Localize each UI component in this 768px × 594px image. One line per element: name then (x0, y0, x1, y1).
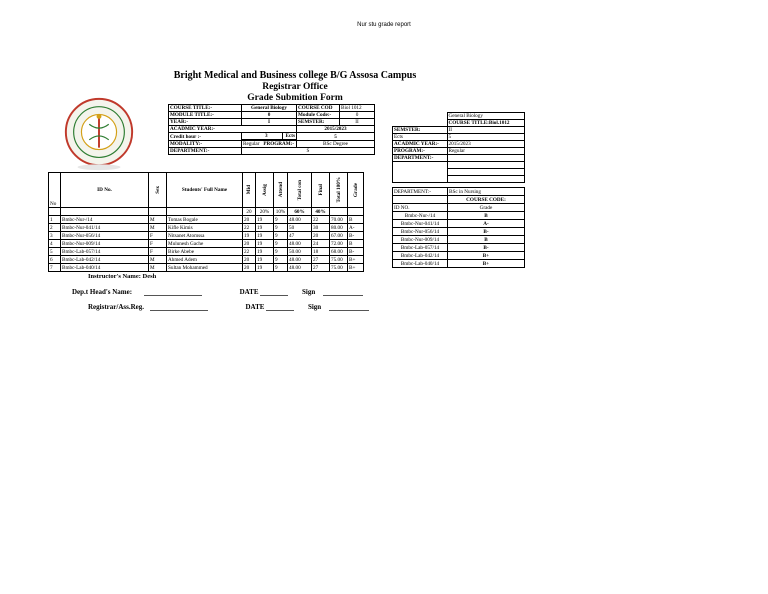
credit-hour-value: 3 (265, 133, 268, 139)
cell-no: 7 (49, 264, 61, 272)
registrar-sign-line[interactable] (329, 304, 369, 311)
cell-mid: 20 (243, 256, 256, 264)
side-dept-blank-2 (447, 162, 524, 169)
side-info-table (392, 112, 525, 183)
semester-label: SEMSTER: (297, 119, 340, 126)
side-department-label: DEPARTMENT:- (393, 155, 448, 162)
side-id: Bmbc-Nur-/14 (393, 212, 448, 220)
cell-mid: 20 (243, 264, 256, 272)
table-row (49, 240, 364, 248)
side-dept-blank-4 (447, 176, 524, 183)
cell-total: 67.00 (330, 232, 348, 240)
college-seal-logo (60, 95, 138, 173)
header-total-con (288, 173, 312, 208)
cell-total: 68.00 (330, 248, 348, 256)
header-id: ID No. (61, 173, 149, 208)
year-value: I (242, 119, 297, 126)
academic-year-label: ACADMIC YEAR:- (169, 126, 297, 133)
header-no (49, 173, 61, 208)
cell-name: Tomas Bogale (167, 216, 243, 224)
instructor-name: Instructor's Name: Desh (88, 273, 157, 280)
header-mid (243, 173, 256, 208)
cell-total-con: 50 (288, 224, 312, 232)
cell-name: Kifle Kimis (167, 224, 243, 232)
cell-total: 75.00 (330, 256, 348, 264)
cell-id: Bmbc-Nur-041/14 (61, 224, 149, 232)
cell-final: 22 (312, 216, 330, 224)
cell-final: 18 (312, 248, 330, 256)
dept-head-name-line[interactable] (144, 289, 202, 296)
header-mid-text: Mid (246, 185, 252, 195)
cell-mid: 22 (243, 224, 256, 232)
table-row (49, 232, 364, 240)
header-assign-text: Assig (261, 184, 268, 196)
weight-final: 40% (312, 208, 330, 216)
cell-total-con: 47 (288, 232, 312, 240)
side-id: Bmbc-Lab-042/14 (393, 252, 448, 260)
cell-no: 5 (49, 248, 61, 256)
cell-sex: F (149, 240, 167, 248)
weights-blank-1 (49, 208, 61, 216)
cell-total: 70.00 (330, 216, 348, 224)
weight-blank-grade (348, 208, 364, 216)
department-value: S (242, 148, 375, 155)
side-program-label: PROGRAM:- (393, 148, 448, 155)
side-dept-blank-3 (447, 169, 524, 176)
table-row (49, 216, 364, 224)
cell-total-con: 48.00 (288, 256, 312, 264)
cell-sex: M (149, 216, 167, 224)
side-blank-2 (393, 120, 448, 127)
module-code-value: 0 (340, 112, 375, 119)
cell-final: 27 (312, 256, 330, 264)
header-no-text: No (50, 201, 57, 207)
cell-id: Bmbc-Nur-009/14 (61, 240, 149, 248)
dept-head-date-label: DATE (239, 288, 259, 296)
program-label: PROGRAM:- (263, 141, 295, 147)
cell-name: Mulunesh Gache (167, 240, 243, 248)
cell-sex: M (149, 256, 167, 264)
side-grade: B (448, 236, 525, 244)
weight-attend: 10% (274, 208, 288, 216)
side-grade: B- (448, 228, 525, 236)
course-code-value: Biol 1012 (340, 105, 375, 112)
cell-grade: B+ (348, 256, 364, 264)
program-value: BSc Degree (297, 141, 375, 148)
dept-head-sign-line[interactable] (323, 289, 363, 296)
cell-no: 6 (49, 256, 61, 264)
registrar-sign-label: Sign (307, 303, 322, 311)
side-course-code-label: COURSE CODE: (448, 196, 525, 204)
grade-table (48, 172, 364, 272)
cell-id: Bmbc-Lab-042/14 (61, 256, 149, 264)
side-grade: B- (448, 244, 525, 252)
cell-grade: B (348, 216, 364, 224)
credit-ects-cell (242, 133, 296, 140)
cell-final: 30 (312, 224, 330, 232)
cell-name: Ahmed Adem (167, 256, 243, 264)
side-semester-value: II (447, 127, 524, 134)
cell-attend: 9 (274, 264, 288, 272)
side-grade: B+ (448, 252, 525, 260)
weight-total-con: 60% (288, 208, 312, 216)
cell-attend: 9 (274, 232, 288, 240)
header-grade-text: Grade (352, 182, 359, 198)
weight-blank-total (330, 208, 348, 216)
cell-assign: 19 (256, 264, 274, 272)
cell-total-con: 48.00 (288, 264, 312, 272)
side-list-item (393, 236, 525, 244)
side-program-value: Regular (447, 148, 524, 155)
cell-assign: 19 (256, 232, 274, 240)
registrar-name-line[interactable] (150, 304, 208, 311)
dept-head-label: Dep.t Head's Name: (72, 288, 133, 296)
side-course-title: General Biology (447, 113, 524, 120)
cell-final: 24 (312, 240, 330, 248)
side-grade: A- (448, 220, 525, 228)
side-dept-blank-l4 (393, 176, 448, 183)
cell-sex: M (149, 264, 167, 272)
side-id-header: ID NO. (393, 204, 448, 212)
cell-assign: 19 (256, 248, 274, 256)
cell-total: 80.00 (330, 224, 348, 232)
cell-total-con: 48.00 (288, 216, 312, 224)
table-row (49, 256, 364, 264)
dept-head-signature-row (72, 288, 363, 296)
year-label: YEAR:- (169, 119, 242, 126)
cell-grade: B- (348, 248, 364, 256)
module-code-label: Module Code:- (297, 112, 340, 119)
table-row (49, 264, 364, 272)
weights-blank-2 (61, 208, 149, 216)
cell-final: 27 (312, 264, 330, 272)
side-grade-header: Grade (448, 204, 525, 212)
side-id: Bmbc-Lab-057/14 (393, 244, 448, 252)
semester-value: II (340, 119, 375, 126)
header-total100-text: Total 100% (335, 177, 342, 203)
course-title-value: General Biology (242, 105, 297, 112)
cell-attend: 9 (274, 248, 288, 256)
department-label: DEPARTMENT:- (169, 148, 242, 155)
cell-assign: 19 (256, 256, 274, 264)
cell-id: Bmbc-Lab-040/14 (61, 264, 149, 272)
side-academic-year-label: ACADMIC YEAR:- (393, 141, 448, 148)
header-total100 (330, 173, 348, 208)
dept-head-date-line[interactable] (260, 289, 288, 296)
cell-grade: B (348, 240, 364, 248)
side-grade-table (392, 187, 525, 268)
side-list-item (393, 212, 525, 220)
cell-sex: F (149, 248, 167, 256)
ects-label: Ects (282, 133, 295, 139)
modality-value: Regular (243, 141, 260, 147)
course-title-label: COURSE TITLE:- (169, 105, 242, 112)
module-title-label: MODULE TITLE:- (169, 112, 242, 119)
cell-grade: B+ (348, 264, 364, 272)
cell-attend: 9 (274, 256, 288, 264)
cell-sex: M (149, 224, 167, 232)
header-total-con-text: Total con (296, 179, 303, 201)
header-attend (274, 173, 288, 208)
side-list-item (393, 220, 525, 228)
side-academic-year-value: 2015/2023 (447, 141, 524, 148)
header-final (312, 173, 330, 208)
cell-grade: B- (348, 232, 364, 240)
cell-mid: 19 (243, 232, 256, 240)
side-ects-label: Ects (393, 134, 448, 141)
side-id: Bmbc-Lab-040/14 (393, 260, 448, 268)
cell-no: 3 (49, 232, 61, 240)
cell-total-con: 50.00 (288, 248, 312, 256)
side-ects-value: 5 (447, 134, 524, 141)
cell-id: Bmbc-Lab-057/14 (61, 248, 149, 256)
side-department-label-2: DEPARTMENT:- (393, 188, 448, 196)
cell-id: Bmbc-Nur-056/14 (61, 232, 149, 240)
cell-mid: 20 (243, 216, 256, 224)
cell-no: 2 (49, 224, 61, 232)
modality-program-cell (242, 141, 297, 148)
academic-year-value: 2015/2023 (297, 126, 375, 133)
cell-total: 75.00 (330, 264, 348, 272)
header-assign (256, 173, 274, 208)
cell-id: Bmbc-Nur-/14 (61, 216, 149, 224)
ects-value: 5 (297, 133, 375, 141)
header-name: Students' Full Name (167, 173, 243, 208)
header-final-text: Final (317, 184, 324, 196)
cell-name: Birke Abebe (167, 248, 243, 256)
cell-name: Sultan Mohammed (167, 264, 243, 272)
cell-total: 72.00 (330, 240, 348, 248)
side-grade: B+ (448, 260, 525, 268)
cell-attend: 9 (274, 224, 288, 232)
credit-hour-label: Credit hour :- (169, 133, 242, 141)
side-code-blank (393, 196, 448, 204)
sheet-title: Nur stu grade report (357, 22, 411, 28)
college-name: Bright Medical and Business college B/G Assosa Campus (173, 70, 417, 81)
module-title-value: 0 (242, 112, 297, 119)
side-dept-blank-l3 (393, 169, 448, 176)
course-info-table (168, 104, 375, 155)
header-attend-text: Attend (277, 182, 284, 198)
cell-attend: 9 (274, 216, 288, 224)
cell-mid: 20 (243, 240, 256, 248)
cell-assign: 19 (256, 224, 274, 232)
registrar-signature-row (88, 303, 369, 311)
office-name: Registrar Office (262, 82, 328, 92)
side-list-item (393, 252, 525, 260)
side-blank-top (393, 113, 448, 120)
cell-grade: A- (348, 224, 364, 232)
modality-label: MODALITY:- (169, 141, 242, 148)
side-list-item (393, 260, 525, 268)
cell-sex: F (149, 232, 167, 240)
registrar-date-line[interactable] (266, 304, 294, 311)
weight-mid: 20 (243, 208, 256, 216)
cell-attend: 9 (274, 240, 288, 248)
form-title: Grade Submition Form (247, 93, 343, 103)
weight-assign: 20% (256, 208, 274, 216)
header-grade (348, 173, 364, 208)
cell-total-con: 48.00 (288, 240, 312, 248)
side-semester-label: SEMSTER: (393, 127, 448, 134)
side-id: Bmbc-Nur-056/14 (393, 228, 448, 236)
side-id: Bmbc-Nur-009/14 (393, 236, 448, 244)
header-sex-text: Sex (154, 186, 161, 194)
cell-assign: 19 (256, 216, 274, 224)
cell-no: 4 (49, 240, 61, 248)
cell-assign: 19 (256, 240, 274, 248)
side-list-item (393, 228, 525, 236)
dept-head-sign-label: Sign (302, 288, 316, 296)
table-row (49, 248, 364, 256)
side-grade: B (448, 212, 525, 220)
side-dept-blank-l2 (393, 162, 448, 169)
side-id: Bmbc-Nur-041/14 (393, 220, 448, 228)
side-course-title-code: COURSE TITLE:Biol.1012 (447, 120, 524, 127)
cell-final: 20 (312, 232, 330, 240)
cell-name: Nitsanet Atomssa (167, 232, 243, 240)
header-sex (149, 173, 167, 208)
side-dept-blank-1 (447, 155, 524, 162)
table-row (49, 224, 364, 232)
registrar-label: Registrar/Ass.Reg. (88, 303, 144, 311)
cell-mid: 22 (243, 248, 256, 256)
course-code-label: COURSE COD (297, 105, 340, 112)
side-list-item (393, 244, 525, 252)
weights-blank-4 (167, 208, 243, 216)
side-department-value: BSc in Nursing (448, 188, 525, 196)
cell-no: 1 (49, 216, 61, 224)
weights-blank-3 (149, 208, 167, 216)
registrar-date-label: DATE (245, 303, 265, 311)
